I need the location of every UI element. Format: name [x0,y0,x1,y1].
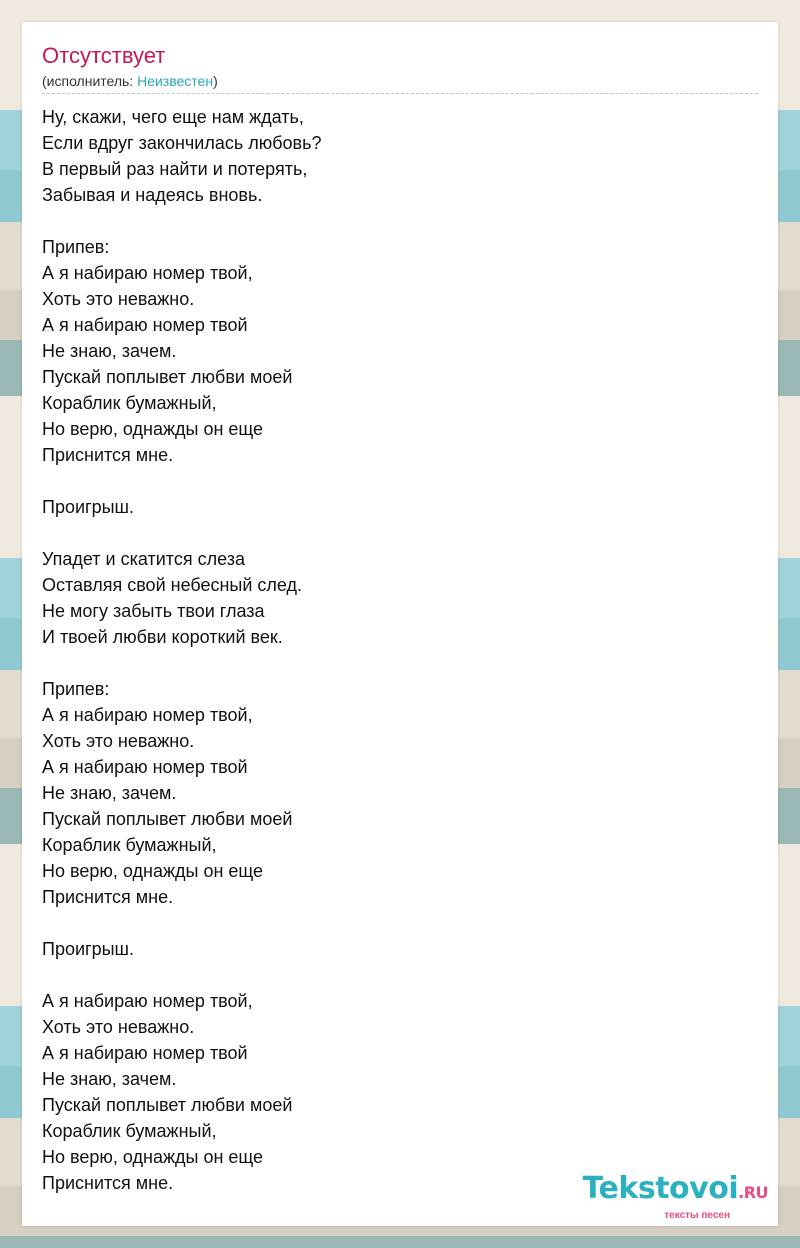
lyrics-line: Но верю, однажды он еще [42,861,264,881]
lyrics-card [22,22,778,1226]
artist-link[interactable]: Неизвестен [137,73,214,89]
lyrics-line: Не знаю, зачем. [42,783,177,803]
logo-domain-suffix: .RU [738,1183,768,1202]
lyrics-line: А я набираю номер твой, [42,263,253,283]
lyrics-line: Если вдруг закончилась любовь? [42,133,322,153]
artist-line [42,72,218,90]
lyrics-line: Кораблик бумажный, [42,1121,217,1141]
lyrics-line: Приснится мне. [42,887,174,907]
lyrics-line: Хоть это неважно. [42,731,195,751]
site-logo[interactable] [582,1171,768,1221]
title-divider [42,93,758,94]
lyrics-line: Проигрыш. [42,497,134,517]
lyrics-blank-line [42,520,758,546]
song-title: Отсутствует [42,43,166,68]
lyrics-line: Но верю, однажды он еще [42,1147,264,1167]
lyrics-line: В первый раз найти и потерять, [42,159,308,179]
artist-suffix: ) [213,73,218,89]
lyrics-line: А я набираю номер твой, [42,991,253,1011]
lyrics-line: Не знаю, зачем. [42,341,177,361]
lyrics-blank-line [42,962,758,988]
lyrics-line: Припев: [42,679,110,699]
lyrics-line: Упадет и скатится слеза [42,549,245,569]
lyrics-line: А я набираю номер твой [42,757,248,777]
lyrics-line: Припев: [42,237,110,257]
lyrics-line: Пускай поплывет любви моей [42,1095,293,1115]
lyrics-line: Оставляя свой небесный след. [42,575,303,595]
lyrics-line: Приснится мне. [42,445,174,465]
lyrics-line: Но верю, однажды он еще [42,419,264,439]
lyrics-line: Хоть это неважно. [42,1017,195,1037]
lyrics-line: А я набираю номер твой [42,1043,248,1063]
lyrics-line: Забывая и надеясь вновь. [42,185,263,205]
lyrics-line: Ну, скажи, чего еще нам ждать, [42,107,304,127]
logo-main-text: Tekstovoi [582,1171,739,1206]
lyrics-line: А я набираю номер твой, [42,705,253,725]
lyrics-line: Хоть это неважно. [42,289,195,309]
lyrics-line: Не могу забыть твои глаза [42,601,265,621]
lyrics-blank-line [42,468,758,494]
logo-tagline: тексты песен [664,1210,730,1221]
lyrics-line: Кораблик бумажный, [42,393,217,413]
artist-prefix: (исполнитель: [42,73,138,89]
lyrics-line: Приснится мне. [42,1173,174,1193]
lyrics-text [42,104,758,1196]
logo-wordmark [583,1172,768,1210]
lyrics-line: Не знаю, зачем. [42,1069,177,1089]
lyrics-line: Кораблик бумажный, [42,835,217,855]
lyrics-line: Проигрыш. [42,939,134,959]
lyrics-line: Пускай поплывет любви моей [42,367,293,387]
lyrics-line: А я набираю номер твой [42,315,248,335]
lyrics-line: Пускай поплывет любви моей [42,809,293,829]
lyrics-blank-line [42,208,758,234]
lyrics-line: И твоей любви короткий век. [42,627,283,647]
lyrics-blank-line [42,650,758,676]
lyrics-blank-line [42,910,758,936]
